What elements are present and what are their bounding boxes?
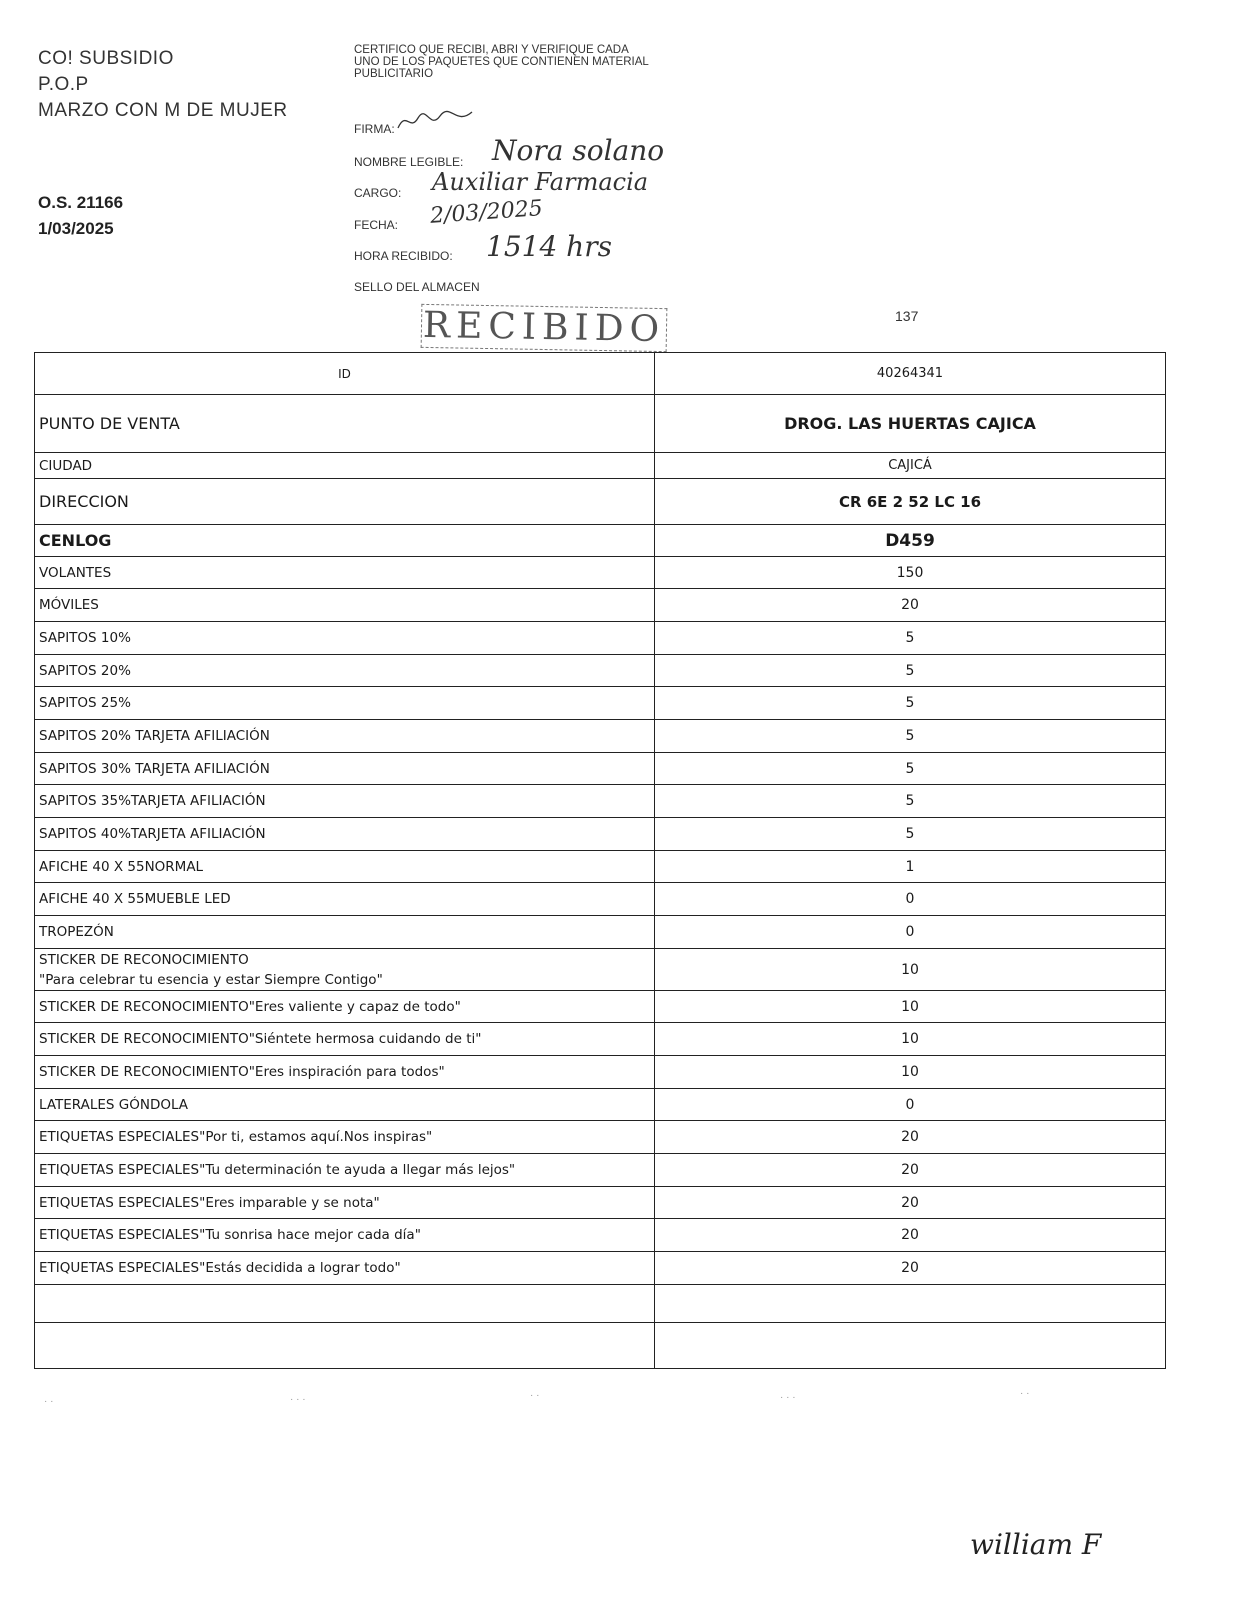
row-value: 5: [655, 818, 1166, 851]
row-label: STICKER DE RECONOCIMIENTO"Eres inspiración para todos": [35, 1056, 655, 1089]
table-row: [35, 687, 1166, 720]
table-row-empty: [35, 1285, 1166, 1323]
row-label: VOLANTES: [35, 557, 655, 589]
table-row: [35, 557, 1166, 589]
cargo-label: CARGO:: [354, 186, 402, 200]
row-value: 10: [655, 991, 1166, 1023]
row-value: 5: [655, 785, 1166, 818]
row-label-id: ID: [35, 353, 655, 395]
row-value: 5: [655, 622, 1166, 655]
recibido-stamp: RECIBIDO: [421, 304, 668, 352]
row-label: SAPITOS 35%TARJETA AFILIACIÓN: [35, 785, 655, 818]
table-row: [35, 589, 1166, 622]
order-info: [38, 190, 123, 242]
order-number: O.S. 21166: [38, 193, 124, 212]
row-value: 150: [655, 557, 1166, 589]
table-row: [35, 622, 1166, 655]
fecha-value: 2/03/2025: [429, 196, 544, 229]
table-row: [35, 395, 1166, 453]
row-label: ETIQUETAS ESPECIALES"Tu determinación te ayuda a llegar más lejos": [35, 1154, 655, 1187]
header-line-2: P.O.P: [38, 74, 89, 95]
table-row: [35, 1219, 1166, 1252]
table-row: [35, 479, 1166, 525]
scan-speck: · · ·: [780, 1392, 796, 1403]
row-value: 20: [655, 1187, 1166, 1219]
table-row: [35, 1187, 1166, 1219]
table-row: [35, 949, 1166, 991]
table-row: [35, 1121, 1166, 1154]
row-value: 20: [655, 1252, 1166, 1285]
certificate-text: CERTIFICO QUE RECIBI, ABRI Y VERIFIQUE CADA UNO DE LOS PAQUETES QUE CONTIENEN MATERIAL PUBLICITARIO: [354, 44, 649, 80]
table-row: [35, 1023, 1166, 1056]
row-label: [35, 949, 655, 991]
row-value: 5: [655, 720, 1166, 753]
row-value: [655, 1285, 1166, 1323]
table-row: [35, 753, 1166, 785]
sello-label: SELLO DEL ALMACEN: [354, 280, 480, 294]
table-row-empty: [35, 1323, 1166, 1369]
row-value: 0: [655, 1089, 1166, 1121]
row-value: 20: [655, 1154, 1166, 1187]
row-label-line-2: "Para celebrar tu esencia y estar Siempre Contigo": [39, 971, 383, 988]
table-row: [35, 785, 1166, 818]
row-label: SAPITOS 10%: [35, 622, 655, 655]
row-label: SAPITOS 30% TARJETA AFILIACIÓN: [35, 753, 655, 785]
row-label: [35, 1285, 655, 1323]
hora-label: HORA RECIBIDO:: [354, 249, 453, 263]
table-row: [35, 1252, 1166, 1285]
row-label: STICKER DE RECONOCIMIENTO"Eres valiente y capaz de todo": [35, 991, 655, 1023]
scan-speck: · ·: [44, 1396, 54, 1407]
table-row: [35, 655, 1166, 687]
row-value: 0: [655, 883, 1166, 916]
nombre-label: NOMBRE LEGIBLE:: [354, 155, 464, 169]
table-row: [35, 720, 1166, 753]
row-value: 5: [655, 687, 1166, 720]
row-value: 5: [655, 655, 1166, 687]
row-label: [35, 1323, 655, 1369]
row-label: ETIQUETAS ESPECIALES"Tu sonrisa hace mejor cada día": [35, 1219, 655, 1252]
row-value: 1: [655, 851, 1166, 883]
row-value-id: 40264341: [655, 353, 1166, 395]
row-label: ETIQUETAS ESPECIALES"Estás decidida a lograr todo": [35, 1252, 655, 1285]
row-label: STICKER DE RECONOCIMIENTO"Siéntete hermosa cuidando de ti": [35, 1023, 655, 1056]
row-value: 10: [655, 1056, 1166, 1089]
table-row: [35, 525, 1166, 557]
footer-signature: william F: [970, 1528, 1102, 1561]
row-label: PUNTO DE VENTA: [35, 395, 655, 453]
table-row: [35, 1089, 1166, 1121]
row-label: CIUDAD: [35, 453, 655, 479]
row-value: 20: [655, 1219, 1166, 1252]
row-value: 20: [655, 1121, 1166, 1154]
row-label: DIRECCION: [35, 479, 655, 525]
row-value: 20: [655, 589, 1166, 622]
row-label: SAPITOS 20% TARJETA AFILIACIÓN: [35, 720, 655, 753]
fecha-label: FECHA:: [354, 218, 399, 232]
row-label: CENLOG: [35, 525, 655, 557]
table-row: [35, 883, 1166, 916]
table-row: [35, 1154, 1166, 1187]
row-value: CR 6E 2 52 LC 16: [655, 479, 1166, 525]
row-label: ETIQUETAS ESPECIALES"Eres imparable y se nota": [35, 1187, 655, 1219]
row-value: DROG. LAS HUERTAS CAJICA: [655, 395, 1166, 453]
delivery-table: [34, 352, 1166, 1369]
row-label: SAPITOS 20%: [35, 655, 655, 687]
row-value: 10: [655, 949, 1166, 991]
table-row: [35, 1056, 1166, 1089]
page-number: 137: [895, 308, 919, 324]
cargo-value: Auxiliar Farmacia: [432, 168, 649, 196]
scan-speck: · ·: [1020, 1388, 1030, 1399]
row-label-line-1: STICKER DE RECONOCIMIENTO: [39, 951, 249, 968]
row-label: TROPEZÓN: [35, 916, 655, 949]
header-line-1: CO! SUBSIDIO: [38, 48, 174, 69]
order-date: 1/03/2025: [38, 219, 114, 238]
row-value: 10: [655, 1023, 1166, 1056]
header-line-3: MARZO CON M DE MUJER: [38, 100, 288, 121]
row-value: D459: [655, 525, 1166, 557]
row-label: AFICHE 40 X 55MUEBLE LED: [35, 883, 655, 916]
firma-signature: [396, 108, 476, 134]
scan-speck: · ·: [530, 1390, 540, 1401]
row-label: LATERALES GÓNDOLA: [35, 1089, 655, 1121]
row-label: ETIQUETAS ESPECIALES"Por ti, estamos aquí.Nos inspiras": [35, 1121, 655, 1154]
row-value: 5: [655, 753, 1166, 785]
header-left: [38, 46, 288, 124]
table-row: [35, 818, 1166, 851]
row-label: SAPITOS 40%TARJETA AFILIACIÓN: [35, 818, 655, 851]
row-label: MÓVILES: [35, 589, 655, 622]
scan-speck: · · ·: [290, 1394, 306, 1405]
hora-value: 1514 hrs: [486, 230, 612, 263]
table-row: [35, 916, 1166, 949]
row-value: CAJICÁ: [655, 453, 1166, 479]
row-label: SAPITOS 25%: [35, 687, 655, 720]
table-row: [35, 353, 1166, 395]
firma-label: FIRMA:: [354, 122, 395, 136]
table-row: [35, 453, 1166, 479]
table-row: [35, 991, 1166, 1023]
nombre-value: Nora solano: [492, 134, 665, 167]
row-value: 0: [655, 916, 1166, 949]
row-value: [655, 1323, 1166, 1369]
row-label: AFICHE 40 X 55NORMAL: [35, 851, 655, 883]
table-row: [35, 851, 1166, 883]
